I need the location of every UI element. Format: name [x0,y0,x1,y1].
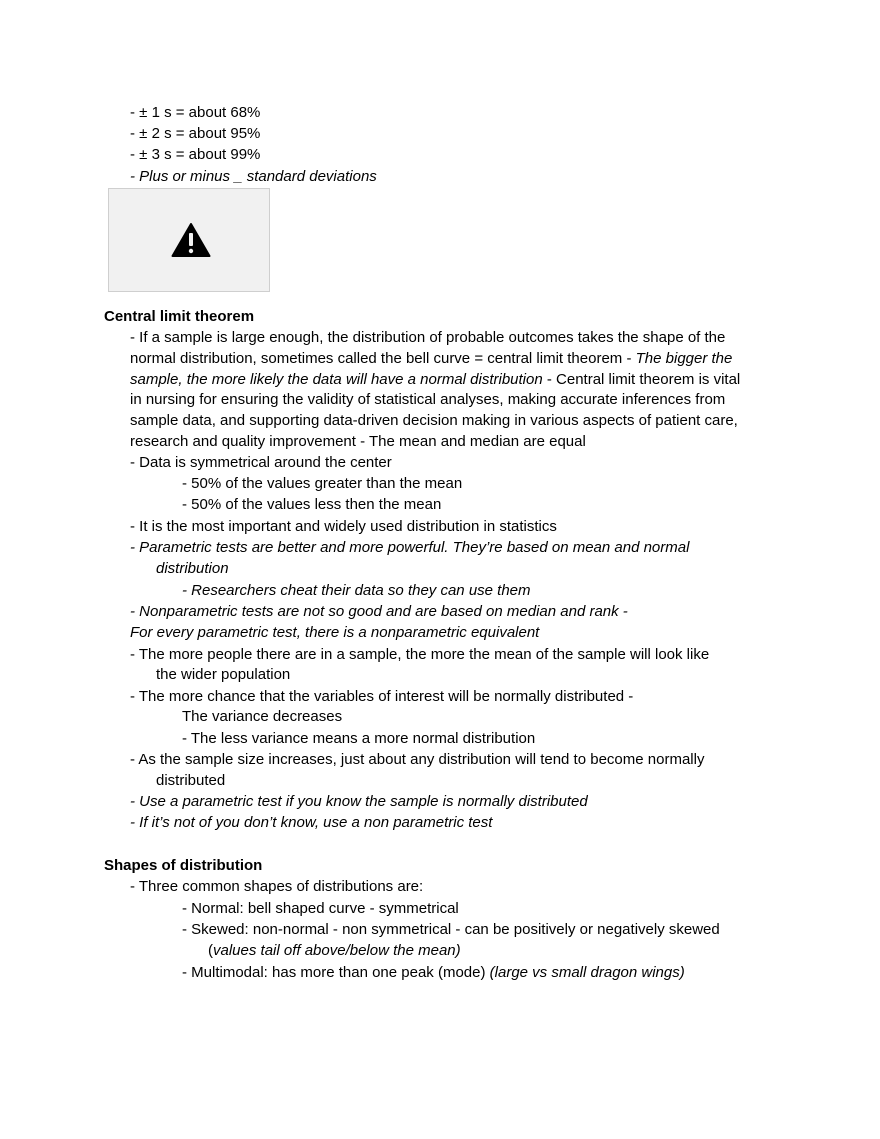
list-item [208,940,461,961]
clt-para-line: research and quality improvement - The mean and median are equal [130,433,586,450]
list-item: distribution [156,560,229,577]
clt-para-line: in nursing for ensuring the validity of statistical analyses, making accurate inferences from [130,391,726,408]
list-item: - Three common shapes of distributions are: [130,878,424,895]
text-run-italic: (large vs small dragon wings) [489,964,685,981]
text-run-italic: sample, the more likely the data will have a normal distribution [130,371,543,388]
list-item: - 50% of the values less then the mean [182,496,442,513]
broken-image-placeholder [108,188,270,292]
text-run-italic: values tail off above/below the mean) [213,942,461,959]
list-item [182,962,685,983]
list-item: - As the sample size increases, just about any distribution will tend to become normally [130,751,705,768]
sd-note: - Plus or minus _ standard deviations [130,168,377,185]
text-run: - Multimodal: has more than one peak (mode) [182,964,490,981]
list-item: - It is the most important and widely used distribution in statistics [130,518,557,535]
clt-para-line [130,369,740,390]
sd-item-1: - ± 1 s = about 68% [130,104,261,121]
text-run: normal distribution, sometimes called the bell curve = central limit theorem - [130,350,636,367]
list-item: The variance decreases [182,708,343,725]
list-item: - 50% of the values greater than the mean [182,475,463,492]
section-heading-clt: Central limit theorem [104,308,255,325]
text-run: - Central limit theorem is vital [542,371,741,388]
list-item: - Normal: bell shaped curve - symmetrical [182,900,459,917]
list-item: - Researchers cheat their data so they can use them [182,582,531,599]
section-heading-shapes: Shapes of distribution [104,857,263,874]
clt-para-line [130,348,732,369]
list-item: - The more chance that the variables of interest will be normally distributed - [130,688,634,705]
list-item: - The more people there are in a sample, the more the mean of the sample will look like [130,646,710,663]
sd-item-2: - ± 2 s = about 95% [130,125,261,142]
clt-para-line: sample data, and supporting data-driven decision making in various aspects of patient care, [130,412,738,429]
list-item: - Data is symmetrical around the center [130,454,392,471]
list-item: the wider population [156,666,291,683]
list-item: - Nonparametric tests are not so good and are based on median and rank - [130,603,628,620]
warning-icon [171,222,211,258]
clt-para-line: - If a sample is large enough, the distribution of probable outcomes takes the shape of the [130,329,726,346]
list-item: - The less variance means a more normal distribution [182,730,536,747]
list-item: - Parametric tests are better and more powerful. They’re based on mean and normal [130,539,690,556]
list-item: - If it’s not of you don’t know, use a non parametric test [130,814,493,831]
list-item: For every parametric test, there is a nonparametric equivalent [130,624,540,641]
text-run-italic: The bigger the [635,350,733,367]
sd-item-3: - ± 3 s = about 99% [130,146,261,163]
list-item: distributed [156,772,226,789]
list-item: - Use a parametric test if you know the sample is normally distributed [130,793,588,810]
text-run: ( [208,942,213,959]
list-item: - Skewed: non-normal - non symmetrical - can be positively or negatively skewed [182,921,720,938]
